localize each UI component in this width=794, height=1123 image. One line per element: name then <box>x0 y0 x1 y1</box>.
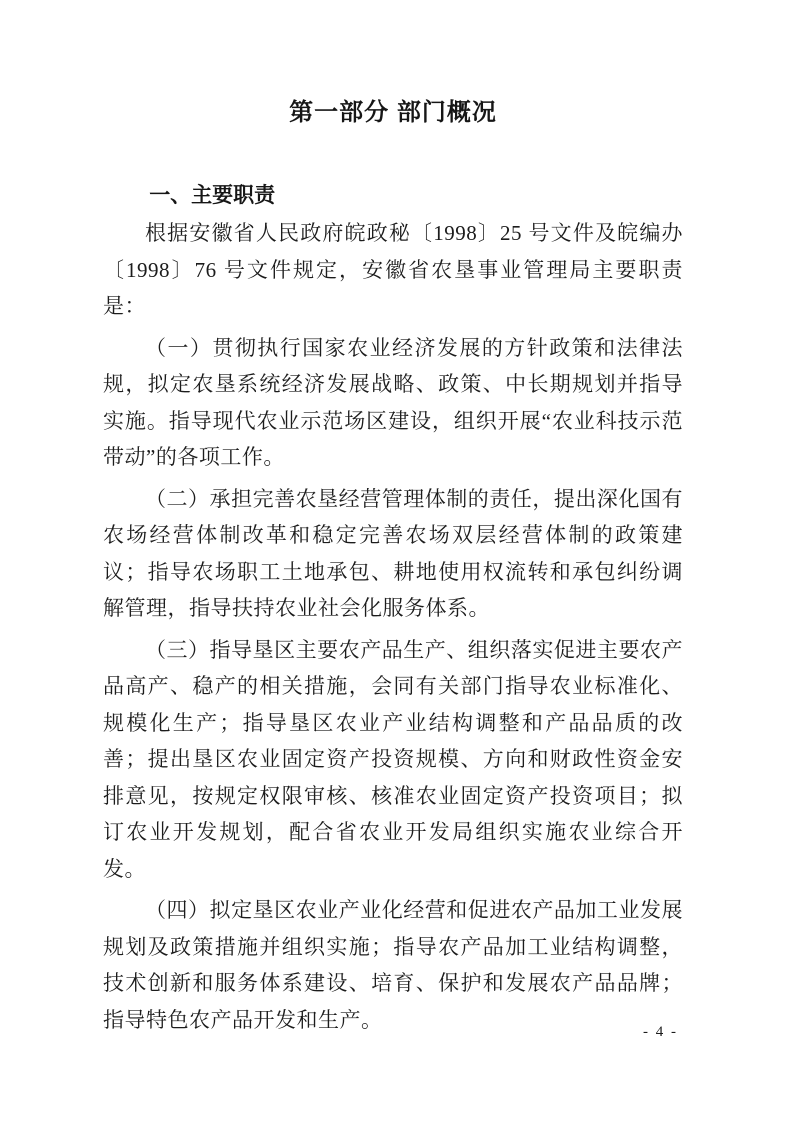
page-number: - 4 - <box>643 1024 678 1040</box>
section-heading-main-duties: 一、主要职责 <box>149 184 276 207</box>
body-text <box>103 215 683 1038</box>
paragraph-duty-2: （二）承担完善农垦经营管理体制的责任，提出深化国有农场经营体制改革和稳定完善农场双层经营体制的政策建议；指导农场职工土地承包、耕地使用权流转和承包纠纷调解管理，指导扶持农业社会化服务体系。 <box>103 486 683 620</box>
paragraph-duty-3: （三）指导垦区主要农产品生产、组织落实促进主要农产品高产、稳产的相关措施，会同有关部门指导农业标准化、规模化生产；指导垦区农业产业结构调整和产品品质的改善；提出垦区农业固定资产投资规模、方向和财政性资金安排意见，按规定权限审核、核准农业固定资产投资项目；拟订农业开发规划，配合省农业开发局组织实施农业综合开发。 <box>103 637 683 881</box>
document-title: 第一部分 部门概况 <box>289 99 497 126</box>
paragraph-duty-4: （四）拟定垦区农业产业化经营和促进农产品加工业发展规划及政策措施并组织实施；指导农产品加工业结构调整，技术创新和服务体系建设、培育、保护和发展农产品品牌；指导特色农产品开发和生产。 <box>103 898 683 1032</box>
document-content <box>103 0 683 1043</box>
paragraph-intro: 根据安徽省人民政府皖政秘〔1998〕25 号文件及皖编办〔1998〕76 号文件规定，安徽省农垦事业管理局主要职责是： <box>103 221 683 318</box>
paragraph-duty-1: （一）贯彻执行国家农业经济发展的方针政策和法律法规，拟定农垦系统经济发展战略、政策、中长期规划并指导实施。指导现代农业示范场区建设，组织开展“农业科技示范带动”的各项工作。 <box>103 335 683 469</box>
